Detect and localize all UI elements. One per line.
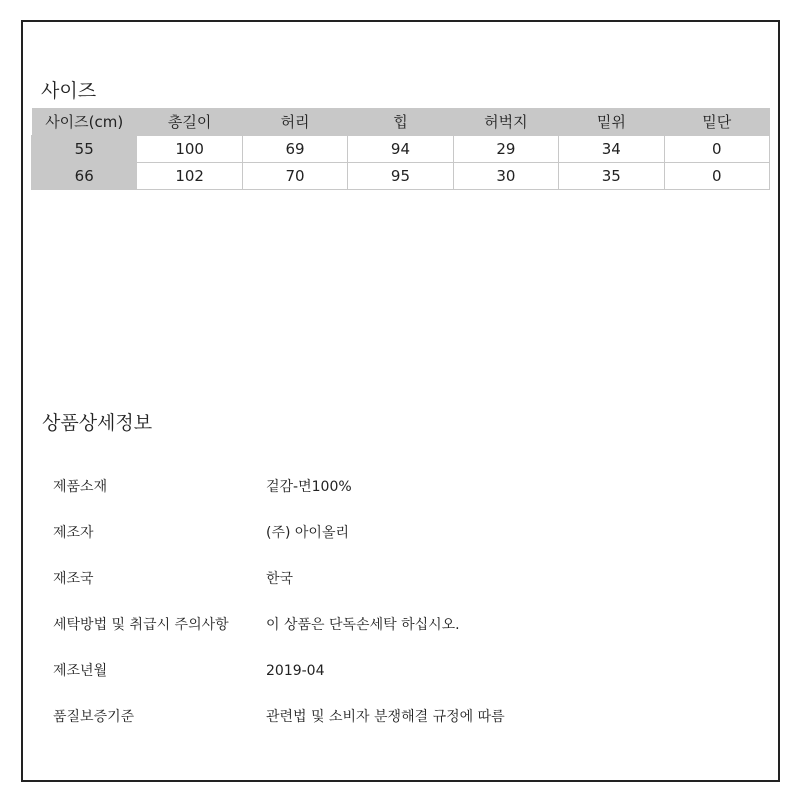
table-cell: 0 (664, 163, 769, 190)
size-label-cell: 55 (32, 136, 137, 163)
size-label-cell: 66 (32, 163, 137, 190)
detail-value: 이 상품은 단독손세탁 하십시오. (266, 617, 460, 633)
detail-value: 관련법 및 소비자 분쟁해결 규정에 따름 (266, 709, 505, 725)
detail-label: 제품소재 (53, 479, 108, 495)
detail-value: 겉감-면100% (266, 479, 352, 495)
size-header-cell: 밑위 (559, 108, 664, 136)
detail-row-care (53, 602, 753, 648)
detail-row-material (53, 464, 753, 510)
size-header-cell: 총길이 (137, 108, 242, 136)
size-header-cell: 허리 (242, 108, 347, 136)
size-table-header-row (32, 108, 770, 136)
size-header-cell: 사이즈(cm) (32, 108, 137, 136)
table-cell: 70 (242, 163, 347, 190)
detail-row-manufacture-date (53, 648, 753, 694)
table-cell: 30 (453, 163, 558, 190)
table-row (32, 163, 770, 190)
table-cell: 29 (453, 136, 558, 163)
detail-label: 세탁방법 및 취급시 주의사항 (53, 617, 229, 633)
detail-value: 2019-04 (266, 663, 325, 679)
detail-row-warranty (53, 694, 753, 740)
detail-label: 재조국 (53, 571, 94, 587)
size-header-cell: 허벅지 (453, 108, 558, 136)
size-header-cell: 힙 (348, 108, 453, 136)
detail-label: 제조자 (53, 525, 94, 541)
detail-value: (주) 아이올리 (266, 525, 349, 541)
table-cell: 69 (242, 136, 347, 163)
table-cell: 34 (559, 136, 664, 163)
table-cell: 0 (664, 136, 769, 163)
size-header-cell: 밑단 (664, 108, 769, 136)
table-cell: 35 (559, 163, 664, 190)
detail-row-country (53, 556, 753, 602)
table-row (32, 136, 770, 163)
detail-label: 품질보증기준 (53, 709, 135, 725)
size-table (31, 108, 770, 190)
detail-value: 한국 (266, 571, 294, 587)
table-cell: 102 (137, 163, 242, 190)
size-section-title: 사이즈 (41, 80, 97, 102)
detail-label: 제조년월 (53, 663, 108, 679)
detail-row-manufacturer (53, 510, 753, 556)
detail-list (53, 464, 753, 740)
table-cell: 95 (348, 163, 453, 190)
table-cell: 100 (137, 136, 242, 163)
detail-section-title: 상품상세정보 (42, 412, 153, 434)
table-cell: 94 (348, 136, 453, 163)
